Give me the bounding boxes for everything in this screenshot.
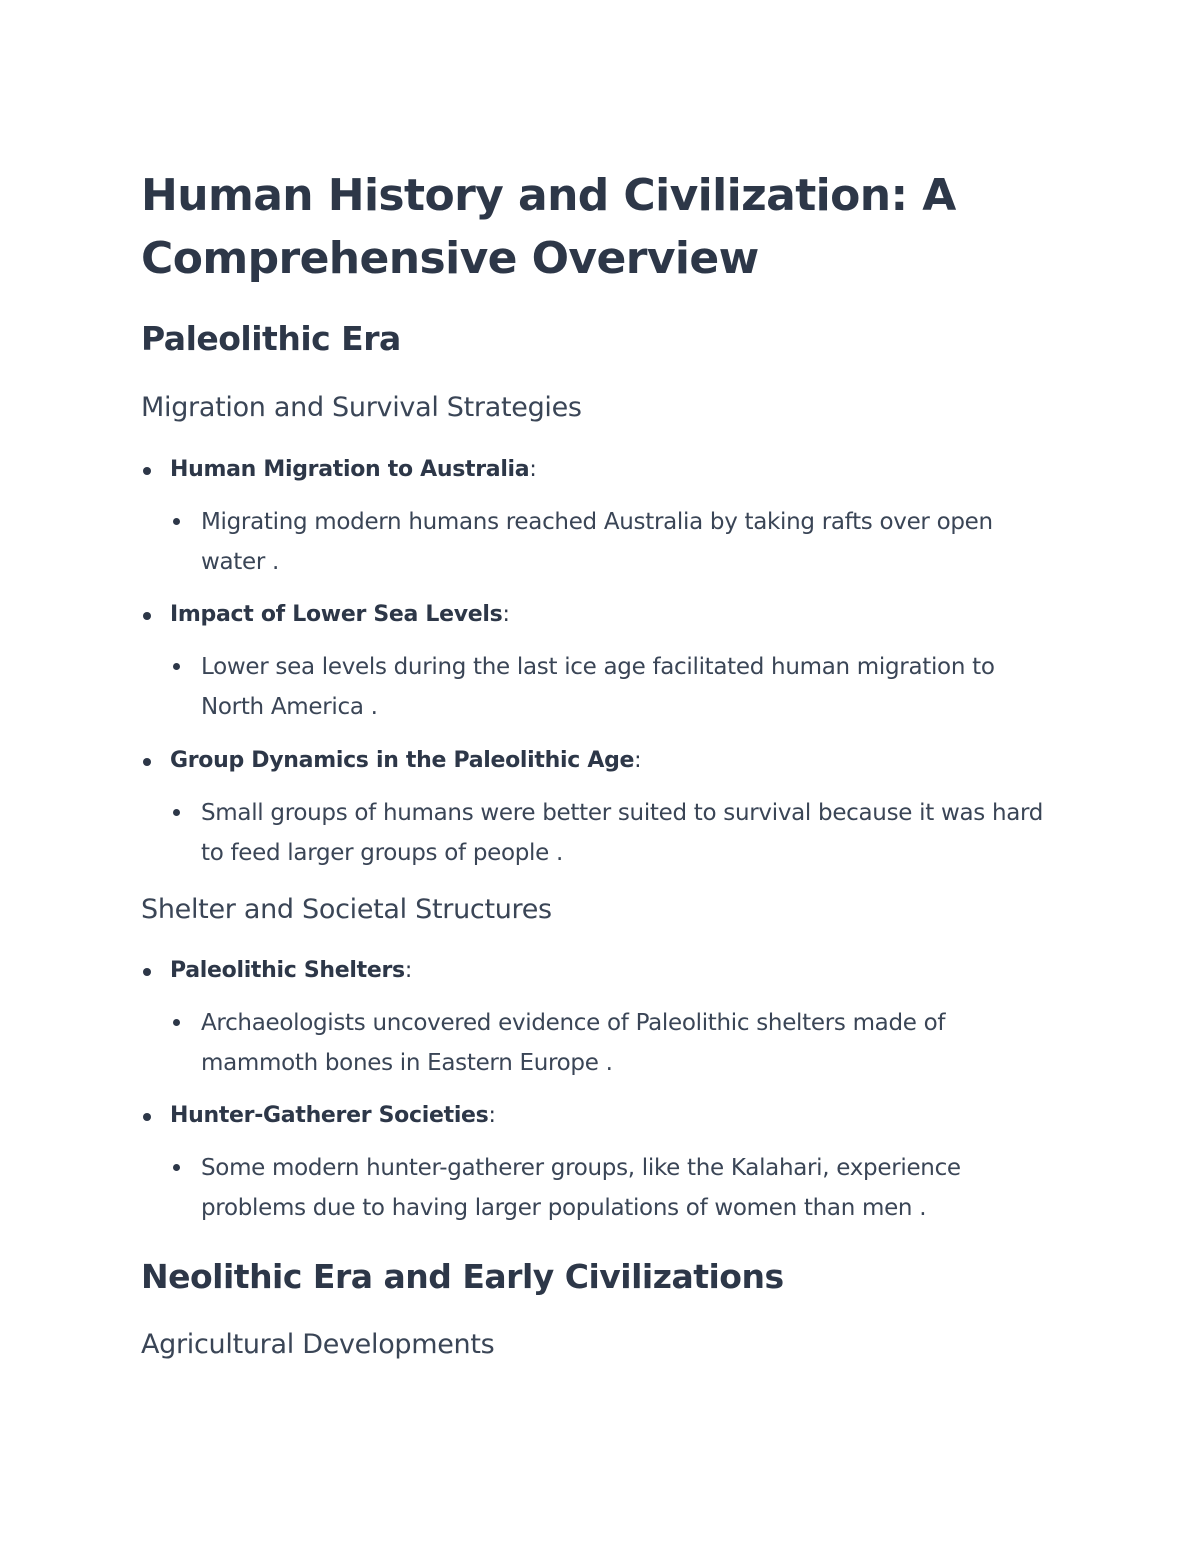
subsection-heading-shelter: Shelter and Societal Structures <box>141 894 552 925</box>
bullet-icon <box>143 968 151 976</box>
bullet-icon <box>143 612 151 620</box>
list-item-label-bold: Human Migration to Australia <box>170 457 530 482</box>
list-item-label-bold: Group Dynamics in the Paleolithic Age <box>170 748 635 773</box>
list-item-label-suffix: : <box>634 748 642 773</box>
list-item-label-suffix: : <box>502 602 510 627</box>
sub-list-item-text: Migrating modern humans reached Australia by taking rafts over open water . <box>201 509 993 575</box>
sub-list-item-text: Small groups of humans were better suited to survival because it was hard to feed larger groups of people . <box>201 800 1044 866</box>
bullet-icon <box>143 1113 151 1121</box>
section-heading-neolithic: Neolithic Era and Early Civilizations <box>141 1257 784 1296</box>
subsection-heading-agricultural: Agricultural Developments <box>141 1329 495 1360</box>
sub-list-item-text: Archaeologists uncovered evidence of Paleolithic shelters made of mammoth bones in Eastern Europe . <box>201 1010 946 1076</box>
list-item-label-bold: Paleolithic Shelters <box>170 958 405 983</box>
sub-list-item-text: Lower sea levels during the last ice age facilitated human migration to North America . <box>201 654 995 720</box>
subsection-heading-migration: Migration and Survival Strategies <box>141 392 582 423</box>
bullet-icon <box>173 1019 180 1026</box>
list-item-label <box>170 598 510 632</box>
bullet-icon <box>143 467 151 475</box>
list-item-label <box>170 744 641 778</box>
sub-list-item-text: Some modern hunter-gatherer groups, like the Kalahari, experience problems due to having larger populations of women than men . <box>201 1155 961 1221</box>
bullet-icon <box>173 1164 180 1171</box>
bullet-icon <box>173 518 180 525</box>
list-item-label-bold: Impact of Lower Sea Levels <box>170 602 503 627</box>
bullet-icon <box>173 663 180 670</box>
bullet-icon <box>143 758 151 766</box>
list-item-label-bold: Hunter-Gatherer Societies <box>170 1103 489 1128</box>
list-item-label <box>170 1099 496 1133</box>
list-item-label-suffix: : <box>404 958 412 983</box>
list-item-label-suffix: : <box>529 457 537 482</box>
list-item-label <box>170 453 536 487</box>
bullet-icon <box>173 809 180 816</box>
document-title: Human History and Civilization: A Comprehensive Overview <box>141 170 956 284</box>
list-item-label <box>170 954 412 988</box>
section-heading-paleolithic: Paleolithic Era <box>141 319 401 358</box>
list-item-label-suffix: : <box>488 1103 496 1128</box>
